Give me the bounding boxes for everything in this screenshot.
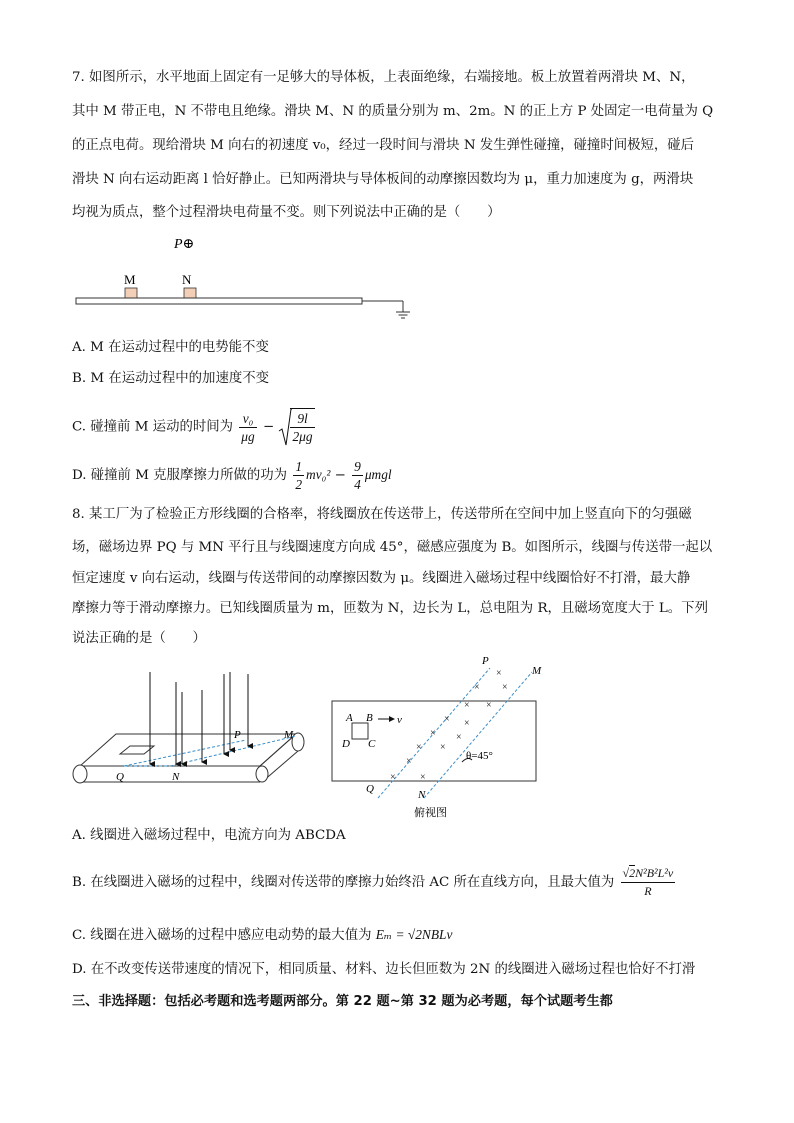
svg-text:×: × bbox=[464, 700, 470, 711]
q8-roller-left bbox=[73, 765, 87, 783]
q8-label-p: P bbox=[482, 655, 489, 667]
svg-text:×: × bbox=[406, 756, 412, 767]
q7-option-c-sqrt: $\frac{9l}{2\mu g}$ bbox=[278, 404, 316, 450]
q8-option-b bbox=[72, 860, 677, 906]
q8-label-b: B bbox=[366, 712, 373, 724]
q8-stem-line-4: 摩擦力等于滑动摩擦力。已知线圈质量为 m，匝数为 N，边长为 L，总电阻为 R，且磁场宽度大于 L。下列 bbox=[72, 601, 708, 616]
svg-text:×: × bbox=[486, 700, 492, 711]
q8-label-c: C bbox=[368, 738, 376, 750]
q7-label-n: N bbox=[182, 272, 192, 287]
q8-figure-conveyor bbox=[66, 668, 320, 792]
q7-option-d-minus: − bbox=[334, 468, 346, 483]
q7-block-n bbox=[184, 288, 196, 298]
q7-stem-line-4: 滑块 N 向右运动距离 l 恰好静止。已知两滑块与导体板间的动摩擦因数均为 μ，重力加速度为 g，两滑块 bbox=[72, 172, 694, 187]
q8-label-theta: θ=45° bbox=[466, 750, 493, 762]
section-3-heading: 三、非选择题：包括必考题和选考题两部分。第 22 题~第 32 题为必考题，每个试题考生都 bbox=[72, 994, 613, 1009]
q8-label-v: v bbox=[397, 714, 402, 726]
q8-option-b-text: B. 在线圈进入磁场的过程中，线圈对传送带的摩擦力始终沿 AC 所在直线方向，且最大值为 bbox=[72, 875, 615, 890]
svg-text:×: × bbox=[420, 772, 426, 783]
q8-stem-line-5: 说法正确的是（ ） bbox=[72, 631, 206, 646]
svg-text:×: × bbox=[464, 718, 470, 729]
q7-option-c-minus: − bbox=[262, 419, 275, 435]
q7-option-c-text: C. 碰撞前 M 运动的时间为 bbox=[72, 419, 234, 435]
q7-option-c bbox=[72, 404, 317, 451]
q7-option-d-text: D. 碰撞前 M 克服摩擦力所做的功为 bbox=[72, 468, 288, 483]
svg-text:×: × bbox=[502, 682, 508, 693]
q8-left-label-p: P bbox=[234, 729, 241, 741]
q7-stem-line-2: 其中 M 带正电，N 不带电且绝缘。滑块 M、N 的质量分别为 m、2m。N 的正上方 P 处固定一电荷量为 Q bbox=[72, 104, 714, 119]
q8-topview-coil bbox=[352, 723, 368, 739]
q8-belt-surface bbox=[80, 734, 296, 766]
q7-option-d-frac1: $\frac{1}{2}$ bbox=[295, 459, 303, 492]
q7-option-b: B. M 在运动过程中的加速度不变 bbox=[72, 371, 270, 386]
svg-text:×: × bbox=[444, 714, 450, 725]
q7-stem-line-5: 均视为质点，整个过程滑块电荷量不变。则下列说法中正确的是（ ） bbox=[72, 205, 501, 220]
q7-figure bbox=[70, 230, 430, 325]
svg-text:×: × bbox=[440, 742, 446, 753]
q7-option-c-frac1: $\frac{\text{v₀}}{\mu g}$ bbox=[241, 410, 255, 444]
q7-conductor-plate bbox=[76, 298, 362, 304]
q8-option-a: A. 线圈进入磁场过程中，电流方向为 ABCDA bbox=[72, 828, 346, 843]
q8-left-label-m: M bbox=[284, 729, 294, 741]
svg-text:×: × bbox=[474, 682, 480, 693]
q8-belt-outline bbox=[332, 701, 536, 781]
q7-option-d-term2: μmgl bbox=[364, 467, 392, 482]
svg-text:×: × bbox=[456, 732, 462, 743]
q7-option-a: A. M 在运动过程中的电势能不变 bbox=[72, 340, 269, 355]
svg-text:×: × bbox=[496, 668, 502, 679]
q8-roller-right bbox=[292, 733, 304, 751]
q8-label-m: M bbox=[532, 665, 542, 677]
q8-option-b-frac: $\frac{\text{√2N²B²L²v}}{R}$ bbox=[622, 866, 674, 898]
q8-caption: 俯视图 bbox=[414, 806, 447, 819]
svg-text:×: × bbox=[390, 772, 396, 783]
q8-left-label-n: N bbox=[172, 771, 180, 783]
q8-label-n: N bbox=[418, 789, 426, 801]
q7-option-d bbox=[72, 455, 392, 496]
q8-option-c-text: C. 线圈在进入磁场的过程中感应电动势的最大值为 bbox=[72, 928, 372, 943]
q8-stem-line-1: 8. 某工厂为了检验正方形线圈的合格率，将线圈放在传送带上，传送带所在空间中加上竖直向下的匀强磁 bbox=[72, 507, 692, 522]
q8-left-label-q: Q bbox=[116, 771, 124, 783]
q7-block-m bbox=[125, 288, 137, 298]
q7-option-d-frac2: $\frac{9}{4}$ bbox=[354, 459, 361, 492]
q8-stem-line-2: 场，磁场边界 PQ 与 MN 平行且与线圈速度方向成 45°，磁感应强度为 B。如图所示，线圈与传送带一起以 bbox=[72, 540, 713, 555]
svg-text:×: × bbox=[416, 742, 422, 753]
q8-figure-top-view bbox=[326, 652, 556, 822]
q7-option-d-term1: mv₀² bbox=[306, 467, 331, 482]
q7-stem-line-3: 的正点电荷。现给滑块 M 向右的初速度 v₀，经过一段时间与滑块 N 发生弹性碰撞，碰撞时间极短，碰后 bbox=[72, 138, 695, 153]
q8-stem-line-3: 恒定速度 v 向右运动，线圈与传送带间的动摩擦因数为 μ。线圈进入磁场过程中线圈恰好不打滑，最大静 bbox=[72, 571, 691, 586]
q8-label-d: D bbox=[342, 738, 350, 750]
svg-text:×: × bbox=[430, 728, 436, 739]
q8-label-a: A bbox=[346, 712, 353, 724]
q8-label-q: Q bbox=[366, 783, 374, 795]
q7-stem-line-1: 7. 如图所示，水平地面上固定有一足够大的导体板，上表面绝缘，右端接地。板上放置着两滑块 M、N， bbox=[72, 70, 695, 85]
q7-label-m: M bbox=[124, 272, 136, 287]
q7-label-p: P⊕ bbox=[174, 237, 195, 252]
q8-option-c-expr: Eₘ = √2NBLv bbox=[375, 927, 453, 942]
q8-option-c bbox=[72, 925, 452, 946]
q8-option-d: D. 在不改变传送带速度的情况下，相同质量、材料、边长但匝数为 2N 的线圈进入磁场过程也恰好不打滑 bbox=[72, 962, 696, 977]
